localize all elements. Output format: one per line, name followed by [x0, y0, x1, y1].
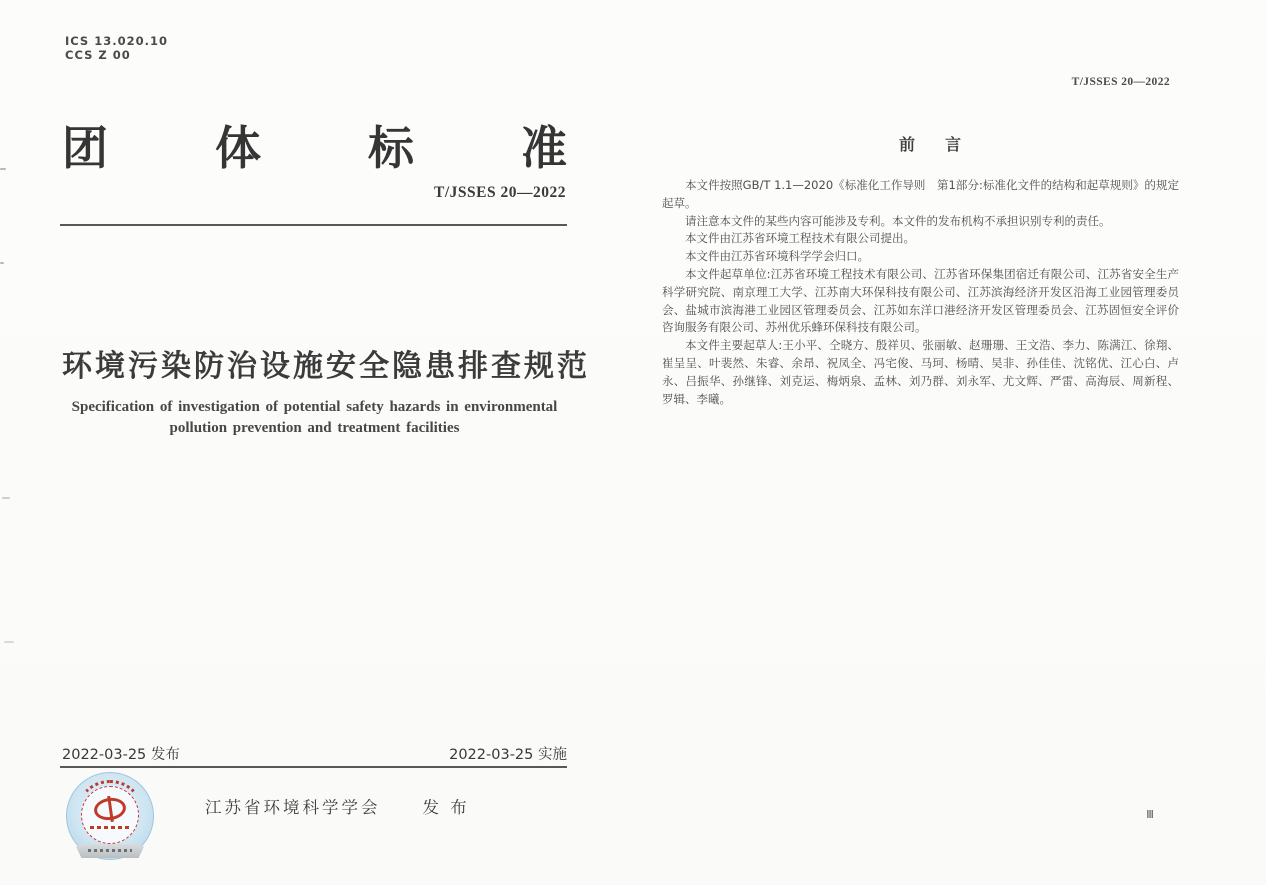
foreword-paragraph: 本文件由江苏省环境工程技术有限公司提出。 — [685, 231, 915, 246]
scan-artifact — [0, 168, 6, 170]
doc-type-char: 准 — [521, 121, 567, 175]
issue-date: 2022-03-25 发布 — [62, 747, 180, 763]
seal-subtext — [90, 826, 130, 829]
document-type-title — [62, 112, 567, 178]
standard-title-en — [42, 397, 587, 439]
implement-date: 2022-03-25 实施 — [449, 747, 567, 763]
scan-artifact — [4, 641, 14, 643]
foreword-heading-char: 言 — [945, 135, 962, 154]
foreword-paragraph: 本文件起草单位:江苏省环境工程技术有限公司、江苏省环保集团宿迁有限公司、江苏省安全生产科学研究院、南京理工大学、江苏南大环保科技有限公司、江苏滨海经济开发区沿海工业园管理委员会、盐城市滨海港工业园区管理委员会、江苏如东洋口港经济开发区管理委员会、江苏固恒安全评价咨询服务有限公司、苏州优乐蜂环保科技有限公司。 — [662, 266, 1179, 335]
doc-type-char: 标 — [368, 121, 414, 175]
cover-bottom-rule — [60, 766, 567, 768]
standard-title-en-line2: pollution prevention and treatment facilities — [169, 420, 460, 436]
doc-type-char: 团 — [62, 121, 108, 175]
scan-artifact — [2, 497, 10, 499]
foreword-heading — [700, 132, 1160, 155]
team-standard-seal-icon — [66, 772, 156, 864]
doc-type-char: 体 — [215, 121, 261, 175]
date-row — [62, 743, 567, 764]
foreword-paragraph: 本文件由江苏省环境科学学会归口。 — [685, 249, 869, 264]
standard-number-cover: T/JSSES 20—2022 — [434, 184, 566, 201]
standard-number-header: T/JSSES 20—2022 — [1071, 76, 1170, 88]
publish-label: 发 布 — [422, 798, 470, 817]
foreword-body — [662, 177, 1179, 408]
publisher-name: 江苏省环境科学学会 — [205, 798, 381, 817]
ics-classification-block — [65, 34, 168, 62]
foreword-paragraph: 本文件按照GB/T 1.1—2020《标准化工作导则 第1部分:标准化文件的结构和起草规则》的规定起草。 — [662, 178, 1179, 210]
cover-top-rule — [60, 224, 567, 226]
seal-ribbon-text — [88, 849, 132, 852]
ics-code: ICS 13.020.10 — [65, 34, 168, 48]
foreword-heading-char: 前 — [898, 135, 915, 154]
foreword-paragraph: 本文件主要起草人:王小平、仝晓方、殷祥贝、张丽敏、赵珊珊、王文浩、李力、陈满江、徐翔、崔呈呈、叶裴然、朱睿、余昂、祝凤全、冯宅俊、马珂、杨晴、吴非、孙佳佳、沈铭优、江心白、卢永、吕振华、孙继锋、刘克运、梅炳泉、孟林、刘乃群、刘永军、尤文辉、严雷、高海辰、周新程、罗辑、李曦。 — [662, 338, 1179, 406]
publisher-row — [205, 794, 470, 818]
scan-artifact — [0, 262, 4, 264]
standard-title-en-line1: Specification of investigation of potential safety hazards in environmental — [71, 399, 558, 415]
standard-title-zh: 环境污染防治设施安全隐患排查规范 — [62, 349, 590, 384]
foreword-paragraph: 请注意本文件的某些内容可能涉及专利。本文件的发布机构不承担识别专利的责任。 — [685, 213, 1111, 228]
ccs-code: CCS Z 00 — [65, 48, 131, 62]
page-number: Ⅲ — [1146, 809, 1154, 821]
